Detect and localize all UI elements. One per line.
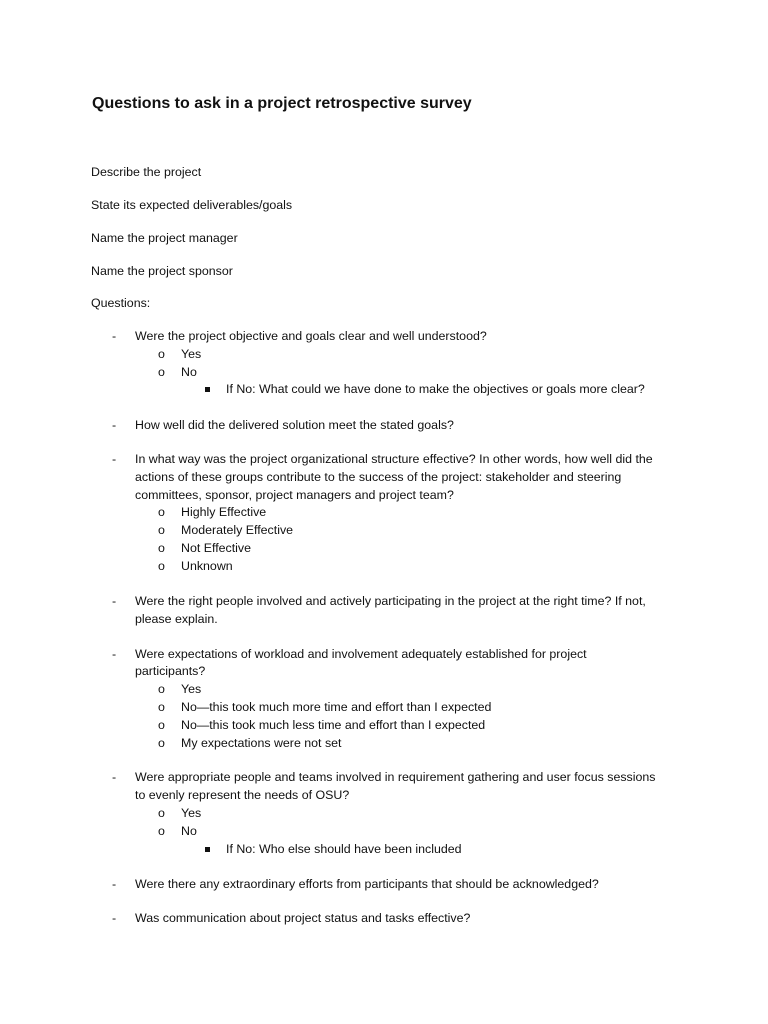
option-bullet: o: [158, 541, 165, 555]
option-bullet: o: [158, 559, 165, 573]
field-describe-project: Describe the project: [91, 165, 202, 179]
square-bullet-icon: [205, 387, 210, 392]
option-unknown: Unknown: [181, 559, 233, 573]
question-bullet: -: [112, 911, 117, 925]
question-text: Were there any extraordinary efforts from participants that should be acknowledged?: [135, 877, 599, 891]
question-bullet: -: [112, 647, 117, 661]
sub-question: If No: What could we have done to make the objectives or goals more clear?: [226, 382, 645, 396]
question-text: How well did the delivered solution meet the stated goals?: [135, 418, 454, 432]
square-bullet-icon: [205, 847, 210, 852]
option-bullet: o: [158, 347, 165, 361]
option-less-time: No—this took much less time and effort than I expected: [181, 718, 486, 732]
question-text: actions of these groups contribute to the success of the project: stakeholder and steering: [135, 470, 622, 484]
field-project-sponsor: Name the project sponsor: [91, 264, 233, 278]
option-not-set: My expectations were not set: [181, 736, 342, 750]
question-text: Were the project objective and goals clear and well understood?: [135, 329, 487, 343]
question-text: Were expectations of workload and involvement adequately established for project: [135, 647, 587, 661]
option-no: No: [181, 365, 197, 379]
option-bullet: o: [158, 718, 165, 732]
question-text: participants?: [135, 664, 206, 678]
option-bullet: o: [158, 365, 165, 379]
option-bullet: o: [158, 682, 165, 696]
option-no: No: [181, 824, 197, 838]
option-bullet: o: [158, 505, 165, 519]
question-bullet: -: [112, 418, 117, 432]
option-highly-effective: Highly Effective: [181, 505, 267, 519]
field-expected-deliverables: State its expected deliverables/goals: [91, 198, 293, 212]
option-bullet: o: [158, 806, 165, 820]
question-bullet: -: [112, 452, 117, 466]
question-text: Were the right people involved and actively participating in the project at the right time? If not,: [135, 594, 646, 608]
question-bullet: -: [112, 770, 117, 784]
question-text: please explain.: [135, 612, 218, 626]
field-project-manager: Name the project manager: [91, 231, 238, 245]
question-bullet: -: [112, 877, 117, 891]
question-text: to evenly represent the needs of OSU?: [135, 788, 350, 802]
questions-heading: Questions:: [91, 296, 151, 310]
option-moderately-effective: Moderately Effective: [181, 523, 294, 537]
question-text: Were appropriate people and teams involved in requirement gathering and user focus sessions: [135, 770, 656, 784]
question-bullet: -: [112, 329, 117, 343]
option-yes: Yes: [181, 347, 202, 361]
question-text: Was communication about project status and tasks effective?: [135, 911, 471, 925]
option-bullet: o: [158, 700, 165, 714]
option-bullet: o: [158, 523, 165, 537]
option-bullet: o: [158, 736, 165, 750]
option-more-time: No—this took much more time and effort than I expected: [181, 700, 492, 714]
question-text: committees, sponsor, project managers and project team?: [135, 488, 454, 502]
sub-question: If No: Who else should have been included: [226, 842, 462, 856]
document-title: Questions to ask in a project retrospective survey: [92, 95, 472, 112]
option-not-effective: Not Effective: [181, 541, 252, 555]
option-yes: Yes: [181, 682, 202, 696]
question-bullet: -: [112, 594, 117, 608]
option-yes: Yes: [181, 806, 202, 820]
option-bullet: o: [158, 824, 165, 838]
question-text: In what way was the project organizational structure effective? In other words, how well did the: [135, 452, 653, 466]
